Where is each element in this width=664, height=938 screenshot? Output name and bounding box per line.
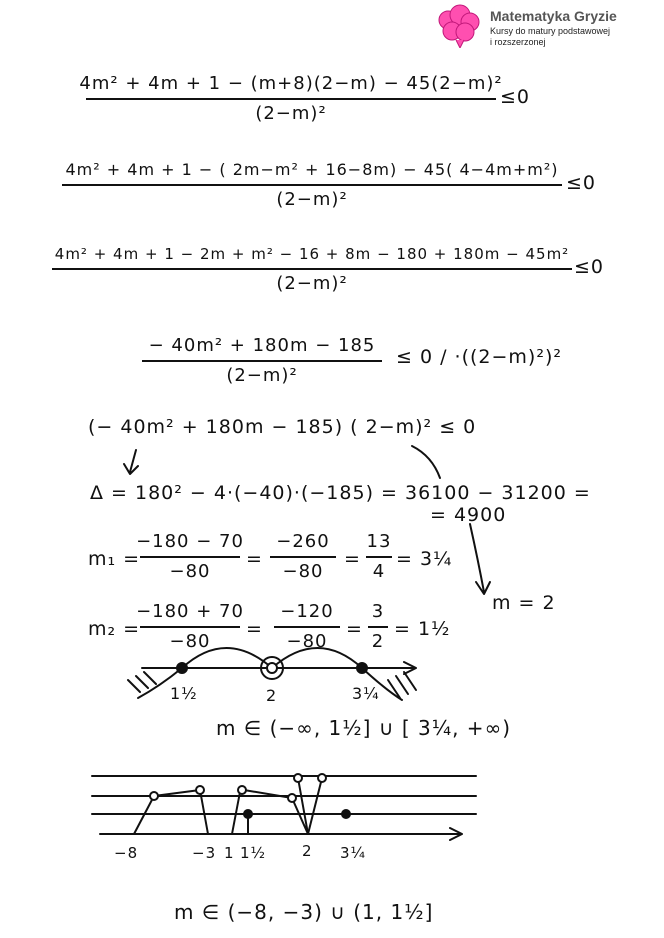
step1-denominator: (2−m)²	[255, 103, 327, 124]
filled-point	[342, 810, 350, 818]
axis1-label: 1½	[170, 684, 198, 703]
equals-sign: =	[346, 618, 363, 640]
m2-f3-denominator: 2	[371, 631, 385, 652]
open-point	[196, 786, 204, 794]
step3-denominator: (2−m)²	[276, 273, 348, 294]
step4-relation: ≤ 0 / ·((2−m)²)²	[396, 346, 562, 368]
answer-2: m ∈ (−8, −3) ∪ (1, 1½]	[174, 900, 434, 924]
delta-result: = 4900	[430, 504, 507, 526]
root-m-equals-2: m = 2	[492, 592, 556, 614]
open-point	[288, 794, 296, 802]
axis2-label: −8	[114, 844, 139, 862]
answer-1: m ∈ (−∞, 1½] ∪ [ 3¼, +∞)	[216, 716, 512, 740]
delta-line: Δ = 180² − 4·(−40)·(−185) = 36100 − 31200 =	[90, 482, 591, 504]
m1-f3-numerator: 13	[366, 531, 392, 552]
m2-label: m₂ =	[88, 618, 141, 640]
axis2-label: 2	[302, 842, 313, 860]
m2-f1-numerator: −180 + 70	[136, 601, 244, 622]
step2-denominator: (2−m)²	[276, 189, 348, 210]
step1-relation: ≤0	[500, 86, 531, 108]
m2-f3-numerator: 3	[371, 601, 385, 622]
m1-f2-denominator: −80	[282, 561, 324, 582]
step1-numerator: 4m² + 4m + 1 − (m+8)(2−m) − 45(2−m)²	[79, 73, 503, 94]
equals-sign: =	[344, 548, 361, 570]
m2-mixed: = 1½	[394, 618, 451, 640]
step3-numerator: 4m² + 4m + 1 − 2m + m² − 16 + 8m − 180 + 180m − 45m²	[54, 245, 570, 263]
curve-stroke	[412, 446, 440, 478]
m2-f1-denominator: −80	[169, 631, 211, 652]
m2-f2-numerator: −120	[280, 601, 334, 622]
arrow-down-icon	[124, 450, 138, 474]
axis2-label: 3¼	[340, 844, 367, 862]
m1-f2-numerator: −260	[276, 531, 330, 552]
number-line-2	[92, 774, 476, 840]
open-point	[318, 774, 326, 782]
m1-mixed: = 3¼	[396, 548, 453, 570]
open-point	[267, 663, 277, 673]
step4-numerator: − 40m² + 180m − 185	[148, 335, 376, 356]
arrow-down-icon	[470, 524, 490, 594]
step2-relation: ≤0	[566, 172, 597, 194]
m1-f1-numerator: −180 − 70	[136, 531, 244, 552]
open-point	[294, 774, 302, 782]
filled-point	[357, 663, 367, 673]
axis2-label: 1½	[240, 844, 267, 862]
axis1-label: 2	[266, 686, 278, 705]
brand-subtitle-line1: Kursy do matury podstawowej	[490, 26, 611, 36]
step3-relation: ≤0	[574, 256, 605, 278]
open-point	[150, 792, 158, 800]
m2-f2-denominator: −80	[286, 631, 328, 652]
filled-point	[177, 663, 187, 673]
step4-denominator: (2−m)²	[226, 365, 298, 386]
equals-sign: =	[246, 618, 263, 640]
m1-f1-denominator: −80	[169, 561, 211, 582]
equals-sign: =	[246, 548, 263, 570]
filled-point	[244, 810, 252, 818]
m1-f3-denominator: 4	[372, 561, 386, 582]
step5-inequality: (− 40m² + 180m − 185) ( 2−m)² ≤ 0	[88, 416, 477, 438]
m1-label: m₁ =	[88, 548, 141, 570]
axis1-label: 3¼	[352, 684, 380, 703]
brand-title: Matematyka Gryzie	[490, 8, 617, 24]
axis2-label: −3	[192, 844, 217, 862]
axis2-label: 1	[224, 844, 235, 862]
step2-numerator: 4m² + 4m + 1 − ( 2m−m² + 16−8m) − 45( 4−4m+m²)	[65, 160, 559, 179]
open-point	[238, 786, 246, 794]
brand-subtitle-line2: i rozszerzonej	[490, 37, 546, 47]
